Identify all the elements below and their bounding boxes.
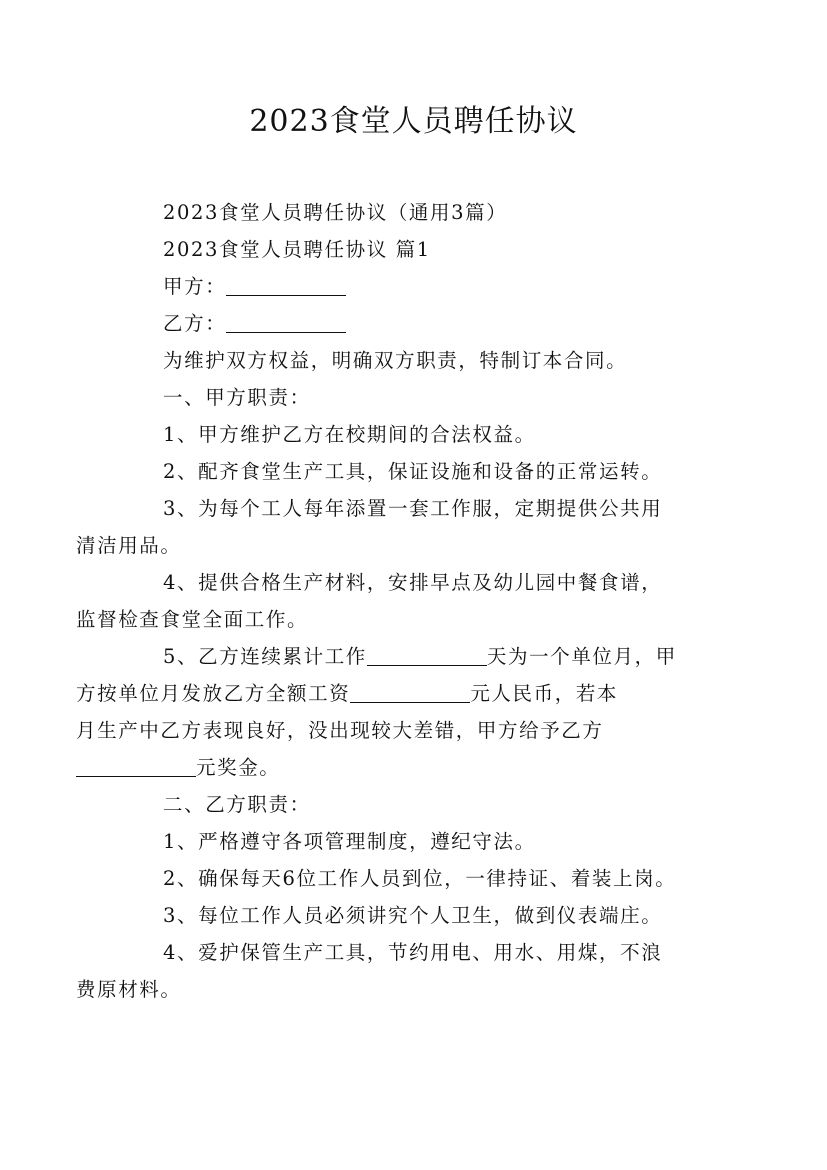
part1-item5-text-f: 元奖金。 [196,756,281,779]
part2-item1: 1、严格遵守各项管理制度，遵纪守法。 [163,830,536,853]
part1-item4-line1: 4、提供合格生产材料，安排早点及幼儿园中餐食谱， [163,571,663,594]
intro-paragraph: 为维护双方权益，明确双方职责，特制订本合同。 [163,349,628,372]
party-b-label: 乙方： [163,312,227,335]
party-a-label: 甲方： [163,275,227,298]
subtitle: 2023食堂人员聘任协议（通用3篇） [163,201,508,224]
part1-item2: 2、配齐食堂生产工具，保证设施和设备的正常运转。 [163,460,663,483]
part2-item4-line2: 费原材料。 [76,978,182,1001]
document-body [76,194,724,1008]
part1-item3-line1: 3、为每个工人每年添置一套工作服，定期提供公共用 [163,497,663,520]
bonus-blank [76,756,196,777]
part2-item3: 3、每位工作人员必须讲究个人卫生，做到仪表端庄。 [163,904,663,927]
part2-heading: 二、乙方职责： [163,793,311,816]
part1-heading: 一、甲方职责： [163,386,311,409]
part1-item5-text-c: 方按单位月发放乙方全额工资 [76,682,351,705]
part2-item4 [76,934,724,1008]
part1-item5-line4 [76,749,724,786]
part1-item3 [76,490,724,564]
document-title: 2023食堂人员聘任协议 [249,104,578,139]
part1-item3-line2: 清洁用品。 [76,534,182,557]
part1-item4-line2: 监督检查食堂全面工作。 [76,608,309,631]
part1-item5-text-d: 元人民币，若本 [470,682,619,705]
party-b-blank [226,312,346,333]
party-a-line [124,268,724,305]
party-a-blank [226,275,346,296]
section-heading: 2023食堂人员聘任协议 篇1 [163,238,431,261]
party-b-line [124,305,724,342]
part2-item2: 2、确保每天6位工作人员到位，一律持证、着装上岗。 [163,867,677,890]
part1-item5-line1 [124,638,724,675]
part1-item5-line2 [76,675,724,712]
part1-item5-text-b: 天为一个单位月，甲 [486,645,677,668]
part1-item5-text-a: 5、乙方连续累计工作 [163,645,367,668]
part1-item4 [76,564,724,638]
salary-blank [350,682,470,703]
part1-item5 [76,638,724,786]
work-days-blank [367,645,487,666]
part1-item1: 1、甲方维护乙方在校期间的合法权益。 [163,423,536,446]
part1-item5-line3: 月生产中乙方表现良好，没出现较大差错，甲方给予乙方 [76,719,604,742]
part2-item4-line1: 4、爱护保管生产工具，节约用电、用水、用煤，不浪 [163,941,663,964]
